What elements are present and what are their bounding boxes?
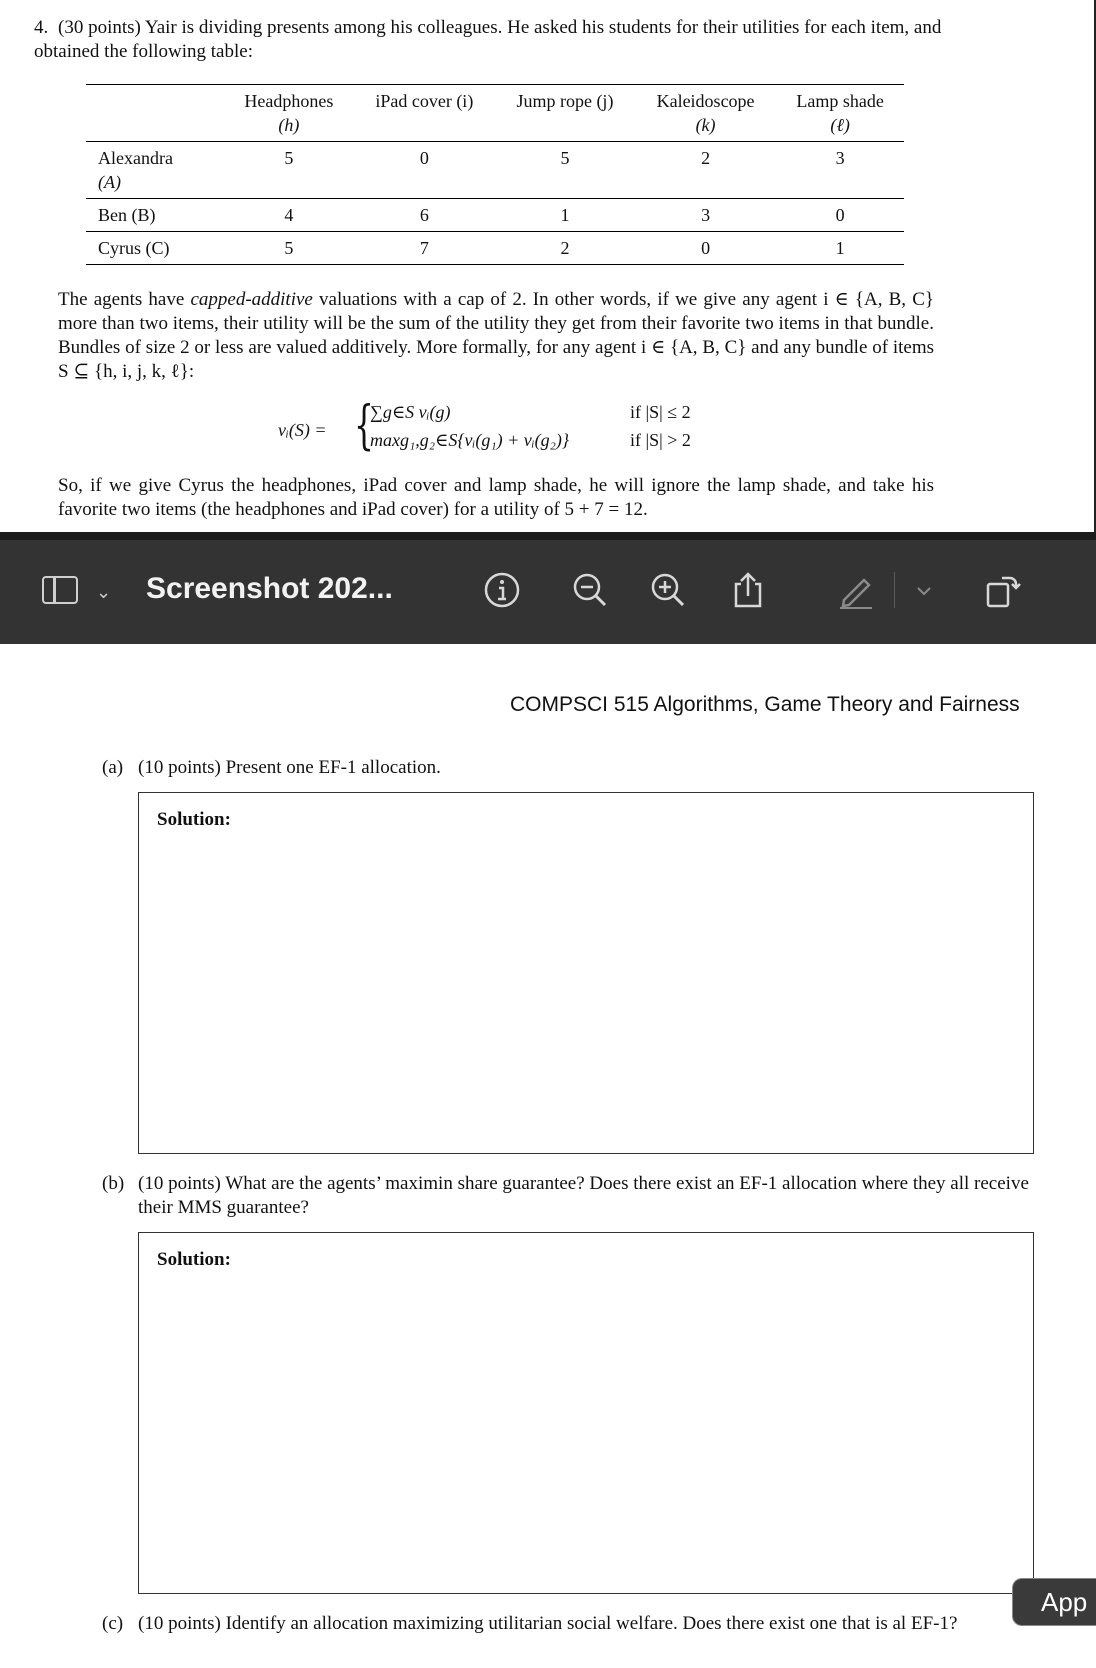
markup-chevron-down-icon[interactable]: [904, 570, 928, 610]
document-page-bottom: [0, 644, 1096, 1668]
column-header: Kaleidoscope (k): [656, 91, 755, 135]
chevron-down-icon[interactable]: ⌄: [96, 582, 112, 602]
utility-table: [86, 84, 904, 265]
solution-label: Solution:: [157, 809, 231, 830]
table-cell: 2: [560, 238, 570, 258]
table-cell: 7: [419, 238, 429, 258]
app-button[interactable]: App: [1012, 1578, 1096, 1626]
info-icon[interactable]: [482, 570, 522, 610]
table-row: [86, 142, 904, 199]
column-header: Lamp shade (ℓ): [796, 91, 884, 135]
formula-lhs: vᵢ(S) =: [278, 420, 327, 440]
solution-box-b[interactable]: [138, 1232, 1034, 1594]
part-label: (a): [102, 757, 124, 778]
formula-brace: {: [354, 396, 374, 456]
table-cell: 6: [419, 205, 429, 225]
part-c: [102, 1612, 1034, 1636]
table-cell: 3: [835, 148, 845, 168]
formula-case-2: maxg₁,g₂∈S{vᵢ(g₁) + vᵢ(g₂)}: [370, 430, 570, 450]
table-cell: 1: [560, 205, 570, 225]
share-icon[interactable]: [728, 570, 768, 610]
part-label: (c): [102, 1613, 124, 1634]
preview-toolbar: [0, 532, 1096, 644]
column-header: Jump rope (j): [516, 91, 614, 111]
table-cell: 0: [835, 205, 845, 225]
valuation-paragraph: The agents have capped-additive valuations with a cap of 2. In other words, if we give any agent i ∈ {A, B, C} more than two items, their utility will be the sum of the utility they get from their favorite two items in that bundle. Bundles of size 2 or less are valued additively. More formally, for any agent i ∈ {A, B, C} and any bundle of items S ⊆ {h, i, j, k, ℓ}:: [58, 289, 935, 382]
table-header-row: [86, 85, 904, 142]
markup-pen-icon[interactable]: [836, 570, 876, 610]
table-row: [86, 232, 904, 265]
window-title: Screenshot 202...: [146, 572, 393, 605]
table-cell: 0: [701, 238, 711, 258]
solution-label: Solution:: [157, 1249, 231, 1270]
problem-intro: (30 points) Yair is dividing presents among his colleagues. He asked his students for their utilities for each item, and obtained the following table:: [34, 17, 942, 62]
column-header: iPad cover (i): [375, 91, 474, 111]
part-a: [102, 756, 1034, 780]
table-cell: 1: [835, 238, 845, 258]
zoom-in-icon[interactable]: [648, 570, 688, 610]
column-header: Headphones (h): [244, 91, 334, 135]
toolbar-top-strip: [0, 532, 1096, 540]
table-cell: 5: [284, 238, 294, 258]
part-label: (b): [102, 1173, 125, 1194]
document-page-top: [0, 0, 1096, 532]
formula-case-1: ∑g∈S vᵢ(g): [370, 402, 451, 422]
table-row: [86, 199, 904, 232]
sidebar-icon[interactable]: [42, 576, 78, 604]
toolbar-divider: [894, 572, 895, 608]
table-cell: 4: [284, 205, 294, 225]
row-header: Ben (B): [98, 205, 156, 225]
table-cell: 5: [560, 148, 570, 168]
part-text: (10 points) What are the agents’ maximin share guarantee? Does there exist an EF-1 allocation where they all receive their MMS guarantee?: [138, 1173, 1029, 1218]
table-cell: 3: [701, 205, 711, 225]
table-cell: 5: [284, 148, 294, 168]
table-cell: 0: [419, 148, 429, 168]
zoom-out-icon[interactable]: [570, 570, 610, 610]
problem-number: 4.: [34, 17, 49, 38]
row-header: Alexandra (A): [98, 148, 173, 192]
solution-box-a[interactable]: [138, 792, 1034, 1154]
part-text: (10 points) Present one EF-1 allocation.: [138, 757, 441, 778]
part-b: [102, 1172, 1034, 1220]
table-cell: 2: [701, 148, 711, 168]
formula-condition-1: if |S| ≤ 2: [630, 402, 691, 422]
formula-condition-2: if |S| > 2: [630, 430, 691, 450]
part-text: (10 points) Identify an allocation maximizing utilitarian social welfare. Does there exist one that is al EF-1?: [138, 1613, 958, 1634]
row-header: Cyrus (C): [98, 238, 170, 258]
example-paragraph: So, if we give Cyrus the headphones, iPad cover and lamp shade, he will ignore the lamp shade, and take his favorite two items (the headphones and iPad cover) for a utility of 5 + 7 = 12.: [58, 475, 934, 520]
problem-header: [34, 16, 954, 64]
course-header: COMPSCI 515 Algorithms, Game Theory and Fairness: [510, 693, 1020, 716]
rotate-icon[interactable]: [982, 570, 1022, 610]
